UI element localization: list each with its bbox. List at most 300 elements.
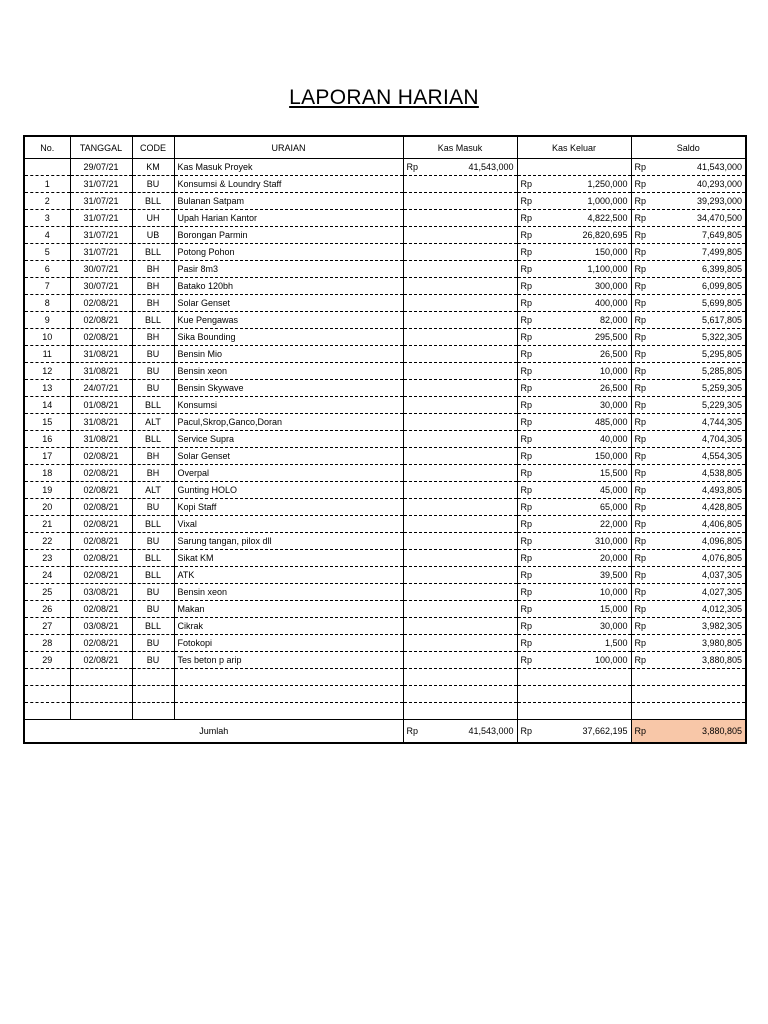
- row-saldo: [631, 516, 746, 533]
- row-uraian: Bensin Skywave: [174, 380, 403, 397]
- row-saldo: [631, 669, 746, 686]
- row-kas-masuk: [403, 635, 517, 652]
- row-no: 9: [24, 312, 70, 329]
- row-no: 13: [24, 380, 70, 397]
- row-no: 3: [24, 210, 70, 227]
- row-tanggal: 30/07/21: [70, 261, 132, 278]
- row-tanggal: 02/08/21: [70, 295, 132, 312]
- row-kas-keluar-amount: 15,500: [599, 468, 628, 478]
- row-no: 24: [24, 567, 70, 584]
- row-kas-keluar-amount: 1,100,000: [587, 264, 628, 274]
- row-code: BLL: [132, 618, 174, 635]
- row-code: [132, 686, 174, 703]
- row-saldo: [631, 635, 746, 652]
- currency-label: Rp: [520, 366, 533, 376]
- row-saldo: [631, 499, 746, 516]
- row-saldo-amount: 34,470,500: [696, 213, 742, 223]
- row-kas-masuk: [403, 652, 517, 669]
- currency-label: Rp: [520, 230, 533, 240]
- currency-label: Rp: [520, 638, 533, 648]
- row-tanggal: 30/07/21: [70, 278, 132, 295]
- row-kas-masuk: [403, 397, 517, 414]
- row-saldo: [631, 448, 746, 465]
- currency-label: Rp: [520, 315, 533, 325]
- currency-label: Rp: [634, 502, 647, 512]
- row-code: UB: [132, 227, 174, 244]
- row-no: 15: [24, 414, 70, 431]
- row-saldo: [631, 584, 746, 601]
- row-no: 10: [24, 329, 70, 346]
- row-kas-keluar-amount: 22,000: [599, 519, 628, 529]
- row-no: 7: [24, 278, 70, 295]
- row-kas-keluar: [517, 635, 631, 652]
- row-saldo: [631, 601, 746, 618]
- currency-label: Rp: [406, 162, 419, 172]
- row-kas-masuk: [403, 176, 517, 193]
- currency-label: Rp: [520, 332, 533, 342]
- row-kas-masuk: [403, 346, 517, 363]
- row-no: 21: [24, 516, 70, 533]
- row-saldo-amount: 6,399,805: [701, 264, 742, 274]
- row-code: BU: [132, 652, 174, 669]
- currency-label: Rp: [520, 434, 533, 444]
- row-no: 20: [24, 499, 70, 516]
- row-saldo: [631, 703, 746, 720]
- table-row: [24, 346, 746, 363]
- row-uraian: Kopi Staff: [174, 499, 403, 516]
- row-saldo: [631, 227, 746, 244]
- row-uraian: Potong Pohon: [174, 244, 403, 261]
- row-kas-keluar: [517, 652, 631, 669]
- row-kas-keluar: [517, 397, 631, 414]
- row-saldo: [631, 431, 746, 448]
- row-saldo: [631, 176, 746, 193]
- row-kas-masuk: [403, 669, 517, 686]
- row-saldo-amount: 5,229,305: [701, 400, 742, 410]
- row-saldo-amount: 3,880,805: [701, 655, 742, 665]
- row-no: 4: [24, 227, 70, 244]
- row-code: BU: [132, 363, 174, 380]
- row-saldo-amount: 4,406,805: [701, 519, 742, 529]
- row-kas-masuk: [403, 482, 517, 499]
- row-kas-masuk: [403, 278, 517, 295]
- row-kas-masuk: [403, 567, 517, 584]
- col-header-kas-keluar: Kas Keluar: [517, 136, 631, 159]
- row-kas-masuk: [403, 448, 517, 465]
- row-no: [24, 159, 70, 176]
- row-kas-keluar-amount: 82,000: [599, 315, 628, 325]
- currency-label: Rp: [520, 519, 533, 529]
- table-body: [24, 159, 746, 720]
- row-no: 18: [24, 465, 70, 482]
- row-kas-masuk: [403, 584, 517, 601]
- row-kas-keluar: [517, 516, 631, 533]
- row-kas-masuk: [403, 601, 517, 618]
- row-saldo-amount: 4,012,305: [701, 604, 742, 614]
- row-tanggal: 02/08/21: [70, 635, 132, 652]
- row-saldo: [631, 465, 746, 482]
- row-uraian: Batako 120bh: [174, 278, 403, 295]
- table-row: [24, 312, 746, 329]
- table-row: [24, 516, 746, 533]
- row-tanggal: 02/08/21: [70, 533, 132, 550]
- currency-label: Rp: [634, 196, 647, 206]
- currency-label: Rp: [634, 315, 647, 325]
- table-row: [24, 431, 746, 448]
- row-kas-masuk: [403, 550, 517, 567]
- row-kas-keluar: [517, 686, 631, 703]
- row-kas-keluar: [517, 669, 631, 686]
- row-tanggal: 29/07/21: [70, 159, 132, 176]
- row-code: KM: [132, 159, 174, 176]
- row-saldo: [631, 261, 746, 278]
- row-saldo: [631, 550, 746, 567]
- row-code: BU: [132, 499, 174, 516]
- row-uraian: Makan: [174, 601, 403, 618]
- col-header-kas-masuk: Kas Masuk: [403, 136, 517, 159]
- row-no: 22: [24, 533, 70, 550]
- currency-label: Rp: [406, 726, 419, 736]
- row-kas-keluar-amount: 295,500: [594, 332, 628, 342]
- row-kas-keluar-amount: 10,000: [599, 587, 628, 597]
- total-kas-masuk-amount: 41,543,000: [468, 726, 514, 736]
- row-uraian: Borongan Parmin: [174, 227, 403, 244]
- col-header-no: No.: [24, 136, 70, 159]
- row-saldo-amount: 4,493,805: [701, 485, 742, 495]
- row-tanggal: 02/08/21: [70, 312, 132, 329]
- row-kas-keluar-amount: 26,500: [599, 383, 628, 393]
- row-uraian: Konsumsi: [174, 397, 403, 414]
- row-kas-masuk: [403, 533, 517, 550]
- row-kas-keluar: [517, 448, 631, 465]
- row-tanggal: [70, 669, 132, 686]
- row-uraian: Bensin xeon: [174, 584, 403, 601]
- currency-label: Rp: [634, 162, 647, 172]
- row-saldo: [631, 346, 746, 363]
- row-tanggal: 24/07/21: [70, 380, 132, 397]
- row-tanggal: 02/08/21: [70, 329, 132, 346]
- currency-label: Rp: [520, 400, 533, 410]
- row-uraian: Bensin Mio: [174, 346, 403, 363]
- row-saldo-amount: 3,982,305: [701, 621, 742, 631]
- row-kas-keluar-amount: 26,820,695: [582, 230, 628, 240]
- row-tanggal: 31/07/21: [70, 176, 132, 193]
- table-row: [24, 295, 746, 312]
- row-uraian: Tes beton p arip: [174, 652, 403, 669]
- row-uraian: Upah Harian Kantor: [174, 210, 403, 227]
- row-kas-keluar-amount: 20,000: [599, 553, 628, 563]
- row-code: BLL: [132, 550, 174, 567]
- row-kas-keluar-amount: 26,500: [599, 349, 628, 359]
- row-uraian: Vixal: [174, 516, 403, 533]
- table-row: [24, 210, 746, 227]
- table-row: [24, 618, 746, 635]
- col-header-code: CODE: [132, 136, 174, 159]
- row-code: BH: [132, 329, 174, 346]
- row-no: 2: [24, 193, 70, 210]
- row-kas-keluar-amount: 45,000: [599, 485, 628, 495]
- currency-label: Rp: [634, 366, 647, 376]
- currency-label: Rp: [634, 519, 647, 529]
- row-kas-keluar-amount: 40,000: [599, 434, 628, 444]
- row-no: 5: [24, 244, 70, 261]
- row-kas-keluar-amount: 15,000: [599, 604, 628, 614]
- row-code: BLL: [132, 397, 174, 414]
- row-no: [24, 669, 70, 686]
- row-saldo-amount: 7,499,805: [701, 247, 742, 257]
- row-kas-keluar-amount: 4,822,500: [587, 213, 628, 223]
- row-no: 8: [24, 295, 70, 312]
- row-code: BH: [132, 465, 174, 482]
- row-no: 29: [24, 652, 70, 669]
- col-header-saldo: Saldo: [631, 136, 746, 159]
- row-kas-keluar-amount: 310,000: [594, 536, 628, 546]
- row-saldo-amount: 3,980,805: [701, 638, 742, 648]
- currency-label: Rp: [634, 281, 647, 291]
- row-tanggal: 02/08/21: [70, 567, 132, 584]
- row-kas-keluar-amount: 30,000: [599, 621, 628, 631]
- row-code: BLL: [132, 312, 174, 329]
- row-tanggal: 02/08/21: [70, 465, 132, 482]
- row-code: BH: [132, 448, 174, 465]
- currency-label: Rp: [634, 570, 647, 580]
- table-row: [24, 329, 746, 346]
- row-saldo-amount: 5,699,805: [701, 298, 742, 308]
- row-kas-keluar: [517, 584, 631, 601]
- row-saldo-amount: 6,099,805: [701, 281, 742, 291]
- row-kas-keluar-amount: 1,500: [604, 638, 628, 648]
- row-no: 28: [24, 635, 70, 652]
- table-row: [24, 448, 746, 465]
- row-saldo-amount: 4,096,805: [701, 536, 742, 546]
- row-code: BU: [132, 533, 174, 550]
- row-saldo-amount: 5,322,305: [701, 332, 742, 342]
- row-kas-masuk: [403, 329, 517, 346]
- row-uraian: Pacul,Skrop,Ganco,Doran: [174, 414, 403, 431]
- table-row: [24, 703, 746, 720]
- currency-label: Rp: [634, 655, 647, 665]
- row-saldo: [631, 686, 746, 703]
- row-uraian: Solar Genset: [174, 295, 403, 312]
- total-kas-keluar-amount: 37,662,195: [582, 726, 628, 736]
- row-kas-keluar: [517, 210, 631, 227]
- row-tanggal: 03/08/21: [70, 584, 132, 601]
- total-kas-masuk: [403, 720, 517, 744]
- table-row: [24, 244, 746, 261]
- row-kas-keluar-amount: 1,000,000: [587, 196, 628, 206]
- row-saldo: [631, 482, 746, 499]
- row-saldo-amount: 7,649,805: [701, 230, 742, 240]
- currency-label: Rp: [520, 726, 533, 736]
- currency-label: Rp: [634, 400, 647, 410]
- table-row: [24, 584, 746, 601]
- row-tanggal: [70, 686, 132, 703]
- currency-label: Rp: [634, 587, 647, 597]
- currency-label: Rp: [634, 213, 647, 223]
- currency-label: Rp: [520, 536, 533, 546]
- currency-label: Rp: [634, 298, 647, 308]
- currency-label: Rp: [520, 604, 533, 614]
- row-no: 19: [24, 482, 70, 499]
- row-saldo-amount: 5,285,805: [701, 366, 742, 376]
- row-code: ALT: [132, 482, 174, 499]
- row-uraian: Konsumsi & Loundry Staff: [174, 176, 403, 193]
- total-saldo: [631, 720, 746, 744]
- row-saldo: [631, 244, 746, 261]
- row-code: BU: [132, 380, 174, 397]
- row-uraian: Bulanan Satpam: [174, 193, 403, 210]
- row-saldo: [631, 295, 746, 312]
- header-row: [24, 136, 746, 159]
- row-no: 16: [24, 431, 70, 448]
- row-no: 11: [24, 346, 70, 363]
- row-kas-masuk: [403, 261, 517, 278]
- row-tanggal: 31/08/21: [70, 414, 132, 431]
- row-saldo: [631, 210, 746, 227]
- table-row: [24, 278, 746, 295]
- col-header-uraian: URAIAN: [174, 136, 403, 159]
- table-row: [24, 652, 746, 669]
- total-label: Jumlah: [24, 720, 403, 744]
- currency-label: Rp: [634, 349, 647, 359]
- row-code: BU: [132, 176, 174, 193]
- col-header-tanggal: TANGGAL: [70, 136, 132, 159]
- row-kas-keluar: [517, 312, 631, 329]
- row-kas-masuk: [403, 210, 517, 227]
- row-kas-keluar: [517, 380, 631, 397]
- row-saldo-amount: 40,293,000: [696, 179, 742, 189]
- currency-label: Rp: [520, 485, 533, 495]
- row-tanggal: 31/07/21: [70, 210, 132, 227]
- row-kas-masuk: [403, 499, 517, 516]
- row-saldo: [631, 380, 746, 397]
- row-no: [24, 703, 70, 720]
- table-row: [24, 567, 746, 584]
- table-row: [24, 533, 746, 550]
- row-saldo: [631, 159, 746, 176]
- row-no: 23: [24, 550, 70, 567]
- row-kas-keluar: [517, 346, 631, 363]
- row-kas-masuk: [403, 363, 517, 380]
- row-code: BLL: [132, 244, 174, 261]
- row-tanggal: [70, 703, 132, 720]
- currency-label: Rp: [634, 247, 647, 257]
- row-uraian: Kas Masuk Proyek: [174, 159, 403, 176]
- currency-label: Rp: [520, 383, 533, 393]
- row-kas-keluar: [517, 159, 631, 176]
- row-saldo: [631, 567, 746, 584]
- currency-label: Rp: [520, 621, 533, 631]
- row-tanggal: 02/08/21: [70, 652, 132, 669]
- row-saldo: [631, 652, 746, 669]
- table-row: [24, 261, 746, 278]
- row-uraian: Bensin xeon: [174, 363, 403, 380]
- row-uraian: Kue Pengawas: [174, 312, 403, 329]
- row-saldo-amount: 5,295,805: [701, 349, 742, 359]
- row-kas-keluar-amount: 10,000: [599, 366, 628, 376]
- table-row: [24, 669, 746, 686]
- row-kas-masuk: [403, 686, 517, 703]
- row-kas-keluar: [517, 363, 631, 380]
- currency-label: Rp: [520, 298, 533, 308]
- row-kas-keluar: [517, 295, 631, 312]
- row-kas-keluar: [517, 176, 631, 193]
- row-kas-masuk: [403, 227, 517, 244]
- row-code: BU: [132, 584, 174, 601]
- row-uraian: [174, 669, 403, 686]
- row-saldo: [631, 397, 746, 414]
- row-code: UH: [132, 210, 174, 227]
- total-kas-keluar: [517, 720, 631, 744]
- table-row: [24, 414, 746, 431]
- currency-label: Rp: [634, 485, 647, 495]
- row-kas-keluar: [517, 533, 631, 550]
- row-saldo-amount: 5,259,305: [701, 383, 742, 393]
- table-row: [24, 397, 746, 414]
- page-title: LAPORAN HARIAN: [289, 86, 479, 109]
- row-saldo: [631, 278, 746, 295]
- table-row: [24, 601, 746, 618]
- row-kas-keluar: [517, 465, 631, 482]
- row-tanggal: 02/08/21: [70, 550, 132, 567]
- row-kas-masuk: [403, 414, 517, 431]
- row-saldo-amount: 4,538,805: [701, 468, 742, 478]
- table-row: [24, 686, 746, 703]
- row-code: [132, 669, 174, 686]
- currency-label: Rp: [634, 383, 647, 393]
- row-kas-keluar: [517, 431, 631, 448]
- row-tanggal: 31/07/21: [70, 244, 132, 261]
- row-kas-keluar-amount: 400,000: [594, 298, 628, 308]
- row-kas-keluar-amount: 65,000: [599, 502, 628, 512]
- currency-label: Rp: [520, 417, 533, 427]
- table-row: [24, 380, 746, 397]
- currency-label: Rp: [520, 213, 533, 223]
- table-row: [24, 499, 746, 516]
- row-uraian: Overpal: [174, 465, 403, 482]
- row-saldo-amount: 4,037,305: [701, 570, 742, 580]
- row-tanggal: 31/07/21: [70, 227, 132, 244]
- row-kas-keluar-amount: 300,000: [594, 281, 628, 291]
- row-saldo-amount: 4,554,305: [701, 451, 742, 461]
- row-kas-keluar-amount: 39,500: [599, 570, 628, 580]
- row-kas-masuk: [403, 465, 517, 482]
- row-code: ALT: [132, 414, 174, 431]
- row-code: BU: [132, 601, 174, 618]
- currency-label: Rp: [634, 264, 647, 274]
- row-kas-keluar: [517, 278, 631, 295]
- row-uraian: Service Supra: [174, 431, 403, 448]
- row-kas-keluar: [517, 499, 631, 516]
- currency-label: Rp: [520, 264, 533, 274]
- row-code: BH: [132, 295, 174, 312]
- row-no: 6: [24, 261, 70, 278]
- row-kas-keluar: [517, 414, 631, 431]
- row-code: BH: [132, 278, 174, 295]
- row-no: 27: [24, 618, 70, 635]
- row-tanggal: 03/08/21: [70, 618, 132, 635]
- row-uraian: [174, 703, 403, 720]
- row-code: BU: [132, 635, 174, 652]
- row-uraian: Solar Genset: [174, 448, 403, 465]
- currency-label: Rp: [634, 179, 647, 189]
- row-tanggal: 31/08/21: [70, 431, 132, 448]
- row-saldo: [631, 312, 746, 329]
- row-saldo-amount: 41,543,000: [696, 162, 742, 172]
- row-kas-keluar: [517, 244, 631, 261]
- currency-label: Rp: [520, 502, 533, 512]
- currency-label: Rp: [634, 332, 647, 342]
